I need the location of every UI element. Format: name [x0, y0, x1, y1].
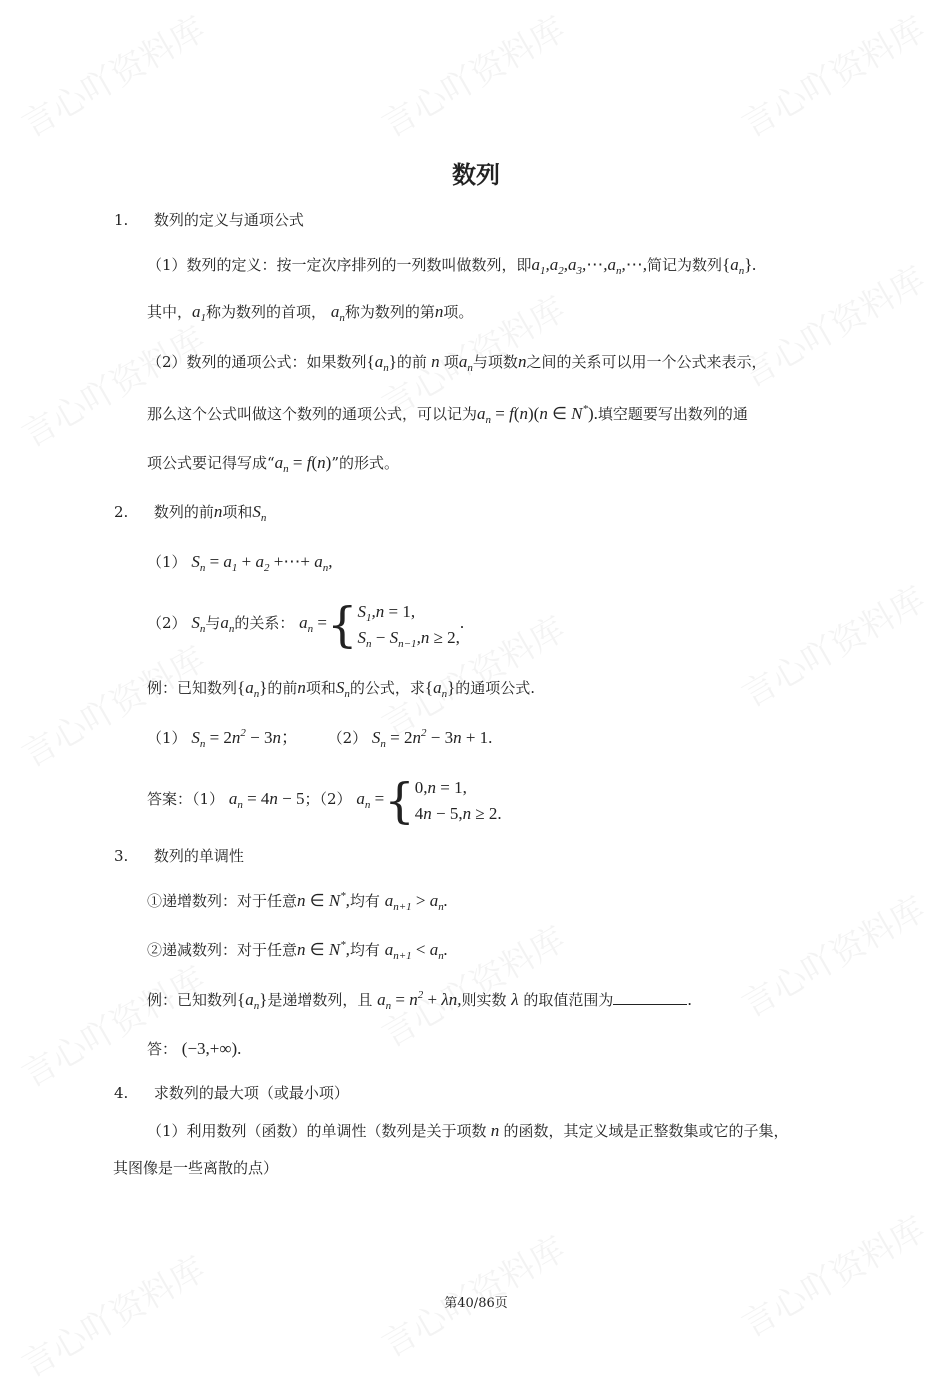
formula: $S_n = a_1 + a_2$ +⋯+ $a_n$,: [191, 552, 333, 574]
text: （1）: [147, 553, 187, 571]
watermark: [731, 882, 932, 1026]
text: 其图像是一些离散的点）: [113, 1159, 279, 1177]
formula: (−3,+∞).: [181, 1039, 242, 1058]
page-title: 数列: [452, 161, 500, 189]
text: 填空题要写出数列的通: [597, 405, 748, 423]
formula: $a_1,a_2,a_3,\cdots,a_n,\cdots$,: [531, 255, 648, 277]
watermark: [11, 2, 212, 146]
watermark: [731, 252, 932, 396]
formula: λ: [511, 990, 519, 1009]
formula: $a_n = n^2 + \lambda n$,: [377, 989, 462, 1012]
text: ；（2）: [304, 790, 352, 808]
text: ②递减数列：对于任意: [147, 941, 298, 959]
paragraph: [147, 890, 448, 912]
text: 例：已知数列: [147, 679, 238, 697]
watermark: [731, 572, 932, 716]
formula: $S_n$: [335, 678, 350, 700]
watermark: [11, 952, 212, 1096]
section-heading-2: [114, 501, 266, 523]
paragraph: （2） $S_n$与$a_n$的关系： $a_n$ ={ $S_1,n = 1$, $S_n - S_{n-1},n \ge 2$, .: [147, 596, 465, 653]
formula: $S_n$: [191, 613, 206, 635]
text: 称为数列的首项，: [206, 303, 327, 321]
watermark: [731, 1202, 932, 1346]
text: （2）: [327, 729, 368, 747]
text: 的前: [267, 679, 298, 697]
formula: $a_{n+1} > a_n$.: [384, 891, 448, 913]
paragraph: 例：已知数列$\{a_n\}$是递增数列，且 $a_n = n^2 + \lambda n$,则实数 λ 的取值范围为 .: [147, 989, 692, 1012]
formula: $a_{n+1} < a_n$.: [384, 940, 448, 962]
text: ①递增数列：对于任意: [147, 892, 298, 910]
section-title: 数列的前: [153, 503, 214, 521]
text: 称为数列的第: [344, 303, 435, 321]
paragraph: [147, 1120, 789, 1142]
formula: $\{a_n\}$: [237, 990, 268, 1012]
formula: $a_n = f(n)$: [274, 453, 332, 475]
paragraph: [147, 939, 448, 961]
paragraph: [147, 452, 399, 474]
text: （2）数列的通项公式：如果数列: [147, 353, 367, 371]
text: 的函数，其定义域是正整数集或它的子集，: [503, 1122, 789, 1140]
section-number: 2.: [114, 503, 129, 521]
text: 答：: [147, 1040, 178, 1058]
text: 其中，: [147, 303, 193, 321]
text: 的通项公式.: [455, 679, 536, 697]
formula: $a_n = 4n - 5$: [228, 789, 305, 811]
text: 与项数: [472, 353, 518, 371]
paragraph: [147, 773, 502, 827]
text: 均有: [349, 941, 380, 959]
page-number: 第40/86页: [444, 1296, 508, 1311]
watermark: [11, 632, 212, 776]
section-number: 3.: [114, 847, 129, 865]
formula: $\{a_n\}$: [424, 678, 456, 700]
formula: n: [434, 302, 444, 321]
formula: $S_n = 2n^2 - 3n$: [191, 727, 282, 750]
text: 之间的关系可以用一个公式来表示，: [526, 353, 767, 371]
text: 项公式要记得写成“: [147, 454, 275, 472]
paragraph: [147, 677, 535, 699]
text: 项: [443, 353, 459, 371]
formula: $\{a_n\}$.: [722, 255, 757, 277]
watermark: [11, 1242, 212, 1386]
text: 的前: [396, 353, 427, 371]
section-number: 4.: [114, 1084, 129, 1102]
paragraph: [147, 551, 332, 573]
formula: $a_n$ =: [299, 613, 327, 635]
formula: n: [486, 1121, 504, 1140]
text: 简记为数列: [647, 256, 723, 274]
text: 是递增数列，且: [267, 991, 373, 1009]
section-heading-3: [114, 845, 244, 867]
answer-blank: [613, 990, 687, 1005]
paragraph: [147, 403, 748, 425]
formula: n ∈ N*,: [297, 939, 350, 959]
formula: { 0,n = 1, 4n − 5,n ≥ 2.: [384, 772, 502, 829]
formula: $\{a_n\}$: [366, 352, 397, 374]
text: 项。: [443, 303, 474, 321]
text: 均有: [349, 892, 380, 910]
text: （1）: [147, 729, 187, 747]
section-title: 数列的定义与通项公式: [153, 211, 304, 229]
formula: n: [297, 678, 306, 697]
paragraph: [147, 1038, 241, 1060]
formula: $a_n$: [330, 302, 345, 324]
formula: $S_n = 2n^2 - 3n + 1$.: [371, 727, 493, 750]
text: 与: [205, 614, 221, 632]
formula: n: [426, 352, 444, 371]
paragraph: [147, 301, 473, 323]
text: 答案：（1）: [147, 790, 225, 808]
text: （1）利用数列（函数）的单调性（数列是关于项数: [147, 1122, 487, 1140]
watermark: [731, 2, 932, 146]
text: （2）: [147, 614, 187, 632]
section-title: 项和: [222, 503, 253, 521]
text: 那么这个公式叫做这个数列的通项公式，可以记为: [147, 405, 478, 423]
paragraph: [113, 1157, 278, 1179]
text: 项和: [305, 679, 336, 697]
formula: $a_n$: [458, 352, 473, 374]
formula: $a_1$: [192, 302, 207, 324]
section-title: 数列的单调性: [153, 847, 244, 865]
formula: $a_n$ =: [356, 789, 385, 811]
text: 的取值范围为: [523, 991, 614, 1009]
formula: n: [213, 502, 223, 521]
text: 则实数: [461, 991, 507, 1009]
formula: n: [517, 352, 527, 371]
watermark: [371, 912, 572, 1056]
watermark: [11, 312, 212, 456]
text: 的关系：: [234, 614, 295, 632]
text: 例：已知数列: [147, 991, 238, 1009]
section-heading-4: [114, 1082, 349, 1104]
formula: $\{a_n\}$: [237, 678, 268, 700]
watermark: [371, 2, 572, 146]
paragraph: （1） $S_n = 2n^2 - 3n$； （2） $S_n = 2n^2 - 3n + 1$.: [147, 727, 493, 750]
text: （1）数列的定义：按一定次序排列的一列数叫做数列，即: [147, 256, 532, 274]
section-heading-1: [114, 209, 304, 231]
section-number: 1.: [114, 211, 129, 229]
text: 的公式，求: [349, 679, 425, 697]
formula: $a_n = f(n)(n$ ∈ N*).: [477, 403, 598, 426]
text: ”的形式。: [331, 454, 400, 472]
paragraph: [147, 351, 766, 373]
formula: n ∈ N*,: [297, 890, 350, 910]
formula: { $S_1,n = 1$, $S_n - S_{n-1},n \ge 2$,: [326, 596, 460, 653]
formula: $S_n$: [252, 502, 267, 524]
formula: $a_n$: [220, 613, 235, 635]
section-title: 求数列的最大项（或最小项）: [153, 1084, 349, 1102]
paragraph: [147, 254, 757, 276]
